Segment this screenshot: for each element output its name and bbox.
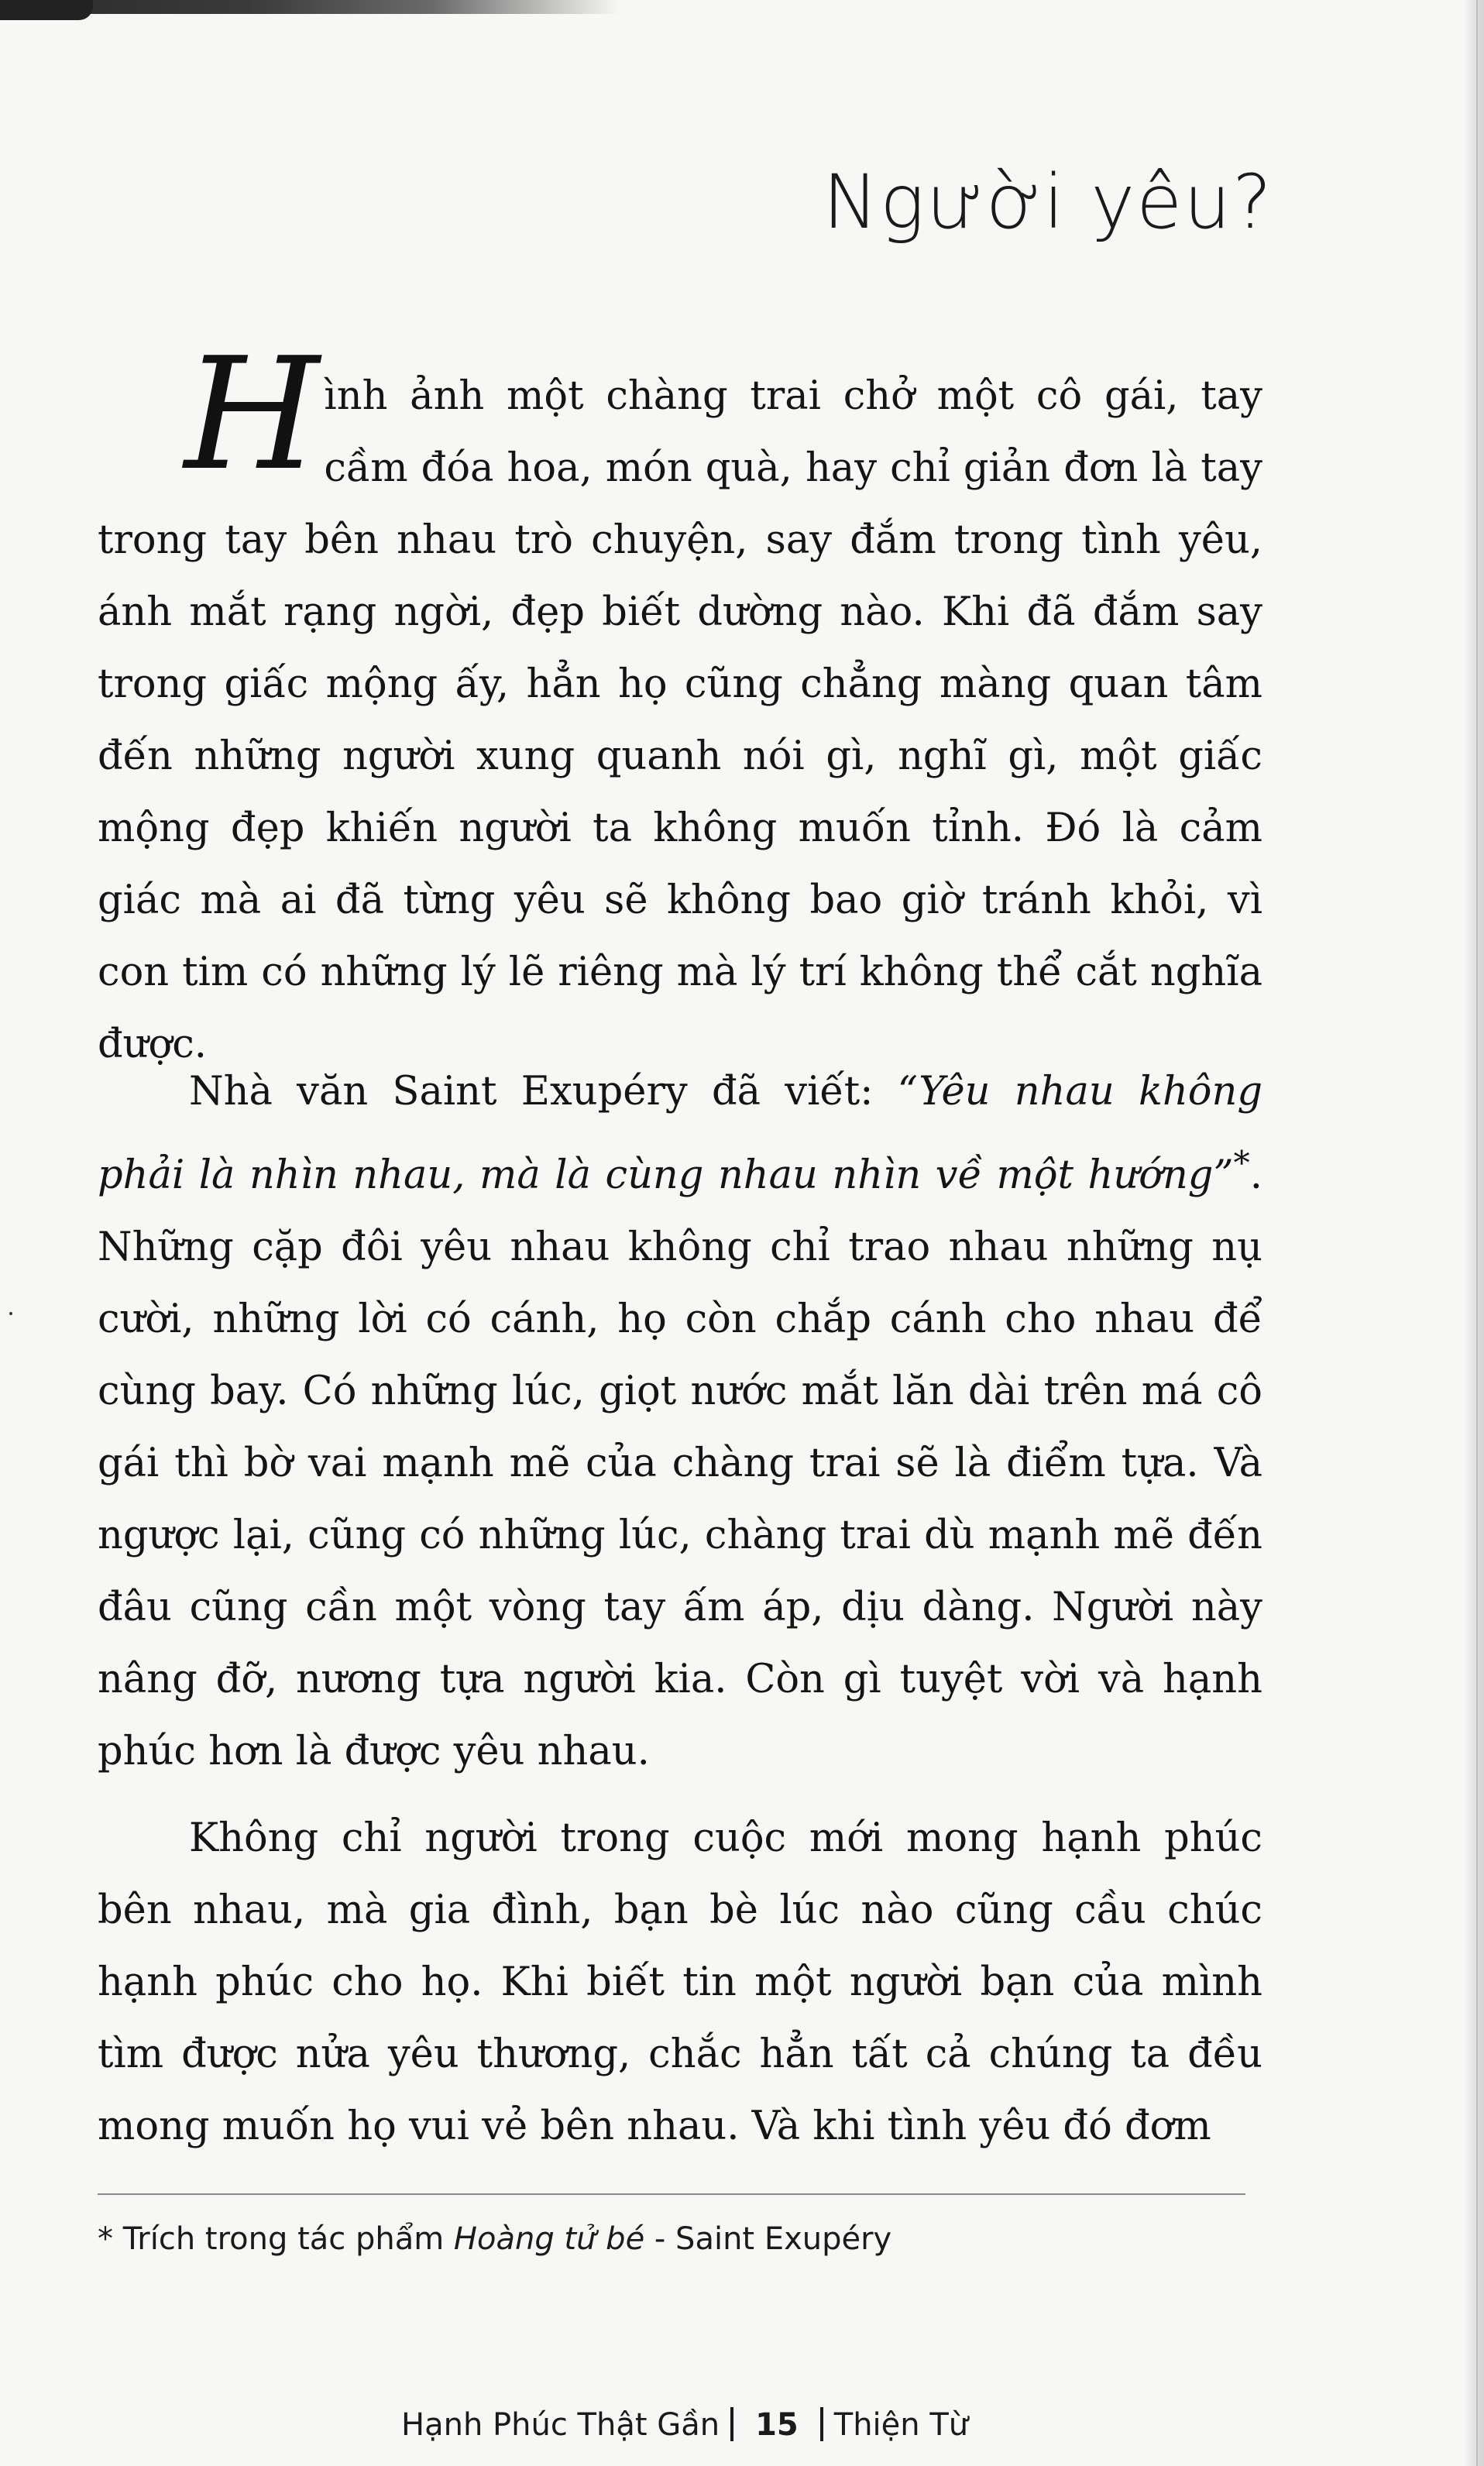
scan-edge-corner <box>0 0 93 20</box>
paragraph-intro-text: ình ảnh một chàng trai chở một cô gái, tay cầm đóa hoa, món quà, hay chỉ giản đơn là tay trong tay bên nhau trò chuyện, say đắm trong tình yêu, ánh mắt rạng ngời, đẹp biết dường nào. Khi đã đắm say trong giấc mộng ấy, hẳn họ cũng chẳng màng quan tâm đến những người xung quanh nói gì, nghĩ gì, một giấc mộng đẹp khiến người ta không muốn tỉnh. Đó là cảm giác mà ai đã từng yêu sẽ không bao giờ tránh khỏi, vì con tim có những lý lẽ riêng mà lý trí không thể cắt nghĩa được. <box>98 373 1262 1067</box>
scan-edge-top <box>0 0 620 14</box>
paragraph-quote-text: . Những cặp đôi yêu nhau không chỉ trao nhau những nụ cười, những lời có cánh, họ còn chắp cánh cho nhau để cùng bay. Có những lúc, giọt nước mắt lăn dài trên má cô gái thì bờ vai mạnh mẽ của chàng trai sẽ là điểm tựa. Và ngược lại, cũng có những lúc, chàng trai dù mạnh mẽ đến đâu cũng cần một vòng tay ấm áp, dịu dàng. Người này nâng đỡ, nương tựa người kia. Còn gì tuyệt vời và hạnh phúc hơn là được yêu nhau. <box>98 1152 1262 1774</box>
drop-cap: H <box>184 325 320 505</box>
paragraph-closing <box>98 1802 1262 2162</box>
paragraph-intro <box>98 325 1262 1080</box>
footnote-divider <box>98 2193 1245 2195</box>
paragraph-quote-lead: Nhà văn Saint Exupéry đã viết: <box>189 1069 898 1115</box>
page-footer <box>401 2407 968 2443</box>
page-number: 15 <box>755 2407 799 2443</box>
footnote-author: - Saint Exupéry <box>644 2221 892 2257</box>
footer-separator <box>730 2407 733 2441</box>
quotation: “Yêu nhau không phải là nhìn nhau, mà là cùng nhau nhìn về một hướng” <box>98 1069 1262 1198</box>
footnote-work-title: Hoàng tử bé <box>453 2221 645 2257</box>
paragraph-quote <box>98 1056 1262 1788</box>
scan-edge-right <box>1464 0 1484 2466</box>
footer-separator <box>820 2407 823 2441</box>
margin-speck <box>9 1312 12 1315</box>
chapter-title: Người yêu? <box>823 159 1273 246</box>
footnote-lead: * Trích trong tác phẩm <box>98 2221 454 2257</box>
paragraph-closing-text: Không chỉ người trong cuộc mới mong hạnh phúc bên nhau, mà gia đình, bạn bè lúc nào cũng cầu chúc hạnh phúc cho họ. Khi biết tin một người bạn của mình tìm được nửa yêu thương, chắc hẳn tất cả chúng ta đều mong muốn họ vui vẻ bên nhau. Và khi tình yêu đó đơm <box>98 1815 1262 2149</box>
footer-book-title: Hạnh Phúc Thật Gần <box>401 2407 720 2443</box>
page-gutter-line <box>1476 0 1478 2466</box>
footer-author: Thiện Từ <box>833 2407 969 2443</box>
footnote-marker: * <box>1233 1145 1250 1183</box>
footnote <box>98 2221 891 2257</box>
